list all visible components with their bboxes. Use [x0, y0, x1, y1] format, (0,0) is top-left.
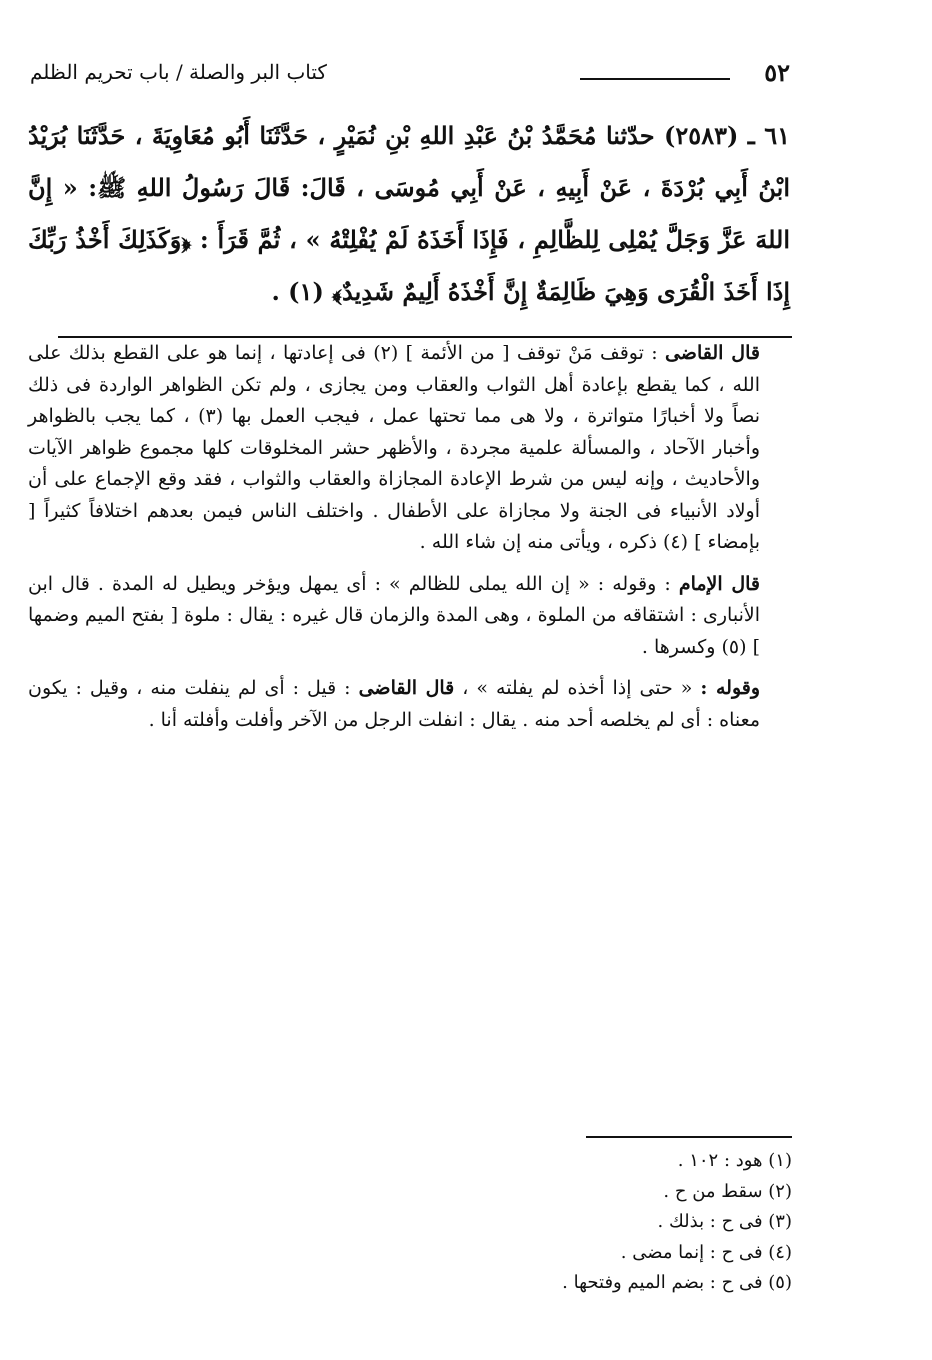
commentary-paragraph-qawluhu: [28, 673, 790, 736]
commentary-text-imam: : وقوله : « إن الله يملى للظالم » : أى يمهل ويؤخر ويطيل له المدة . قال ابن الأنبارى : اشتقاقه من الملوة ، وهى المدة والزمان قال غيره : يقال : ملوة [ بفتح الميم وضمها ] (٥) وكسرها .: [28, 572, 760, 658]
footnotes-block: [520, 1146, 792, 1299]
header-rule: [580, 78, 730, 80]
running-title: كتاب البر والصلة / باب تحريم الظلم: [30, 60, 327, 84]
hadith-text-block: [28, 110, 790, 318]
commentary-quote: « حتى إذا أخذه لم يفلته » ،: [462, 677, 693, 699]
commentary-block: [28, 338, 790, 746]
commentary-paragraph-qadi: [28, 338, 790, 559]
commentary-lead-qadi: قال القاضى: [664, 342, 760, 364]
commentary-paragraph-imam: [28, 569, 790, 664]
footnote-rule: [586, 1136, 792, 1138]
commentary-lead-qadi-2: قال القاضى: [358, 677, 455, 699]
commentary-text-qawluhu: : قيل : أى لم ينفلت منه ، وقيل : يكون معناه : أى لم يخلصه أحد منه . يقال : انفلت الرجل من الآخر وأفلت وأفلته أنا .: [28, 677, 760, 731]
commentary-text-qadi: : توقف مَنْ توقف [ من الأئمة ] (٢) فى إعادتها ، إنما هو على القطع بذلك على الله ، كما يقطع بإعادة أهل الثواب والعقاب ومن يجازى ، ولم تكن الظواهر الواردة فى ذلك نصاً ولا أخبارًا متواترة ، ولا هى مما تحتها عمل ، فيجب العمل بها (٣) ، كما يجب بالظواهر وأخبار الآحاد ، والمسألة علمية مجردة ، والأظهر حشر المخلوقات كلها مجموع ظواهر الآيات والأحاديث ، وإنه ليس من شرط الإعادة المجازاة والعقاب والثواب ، فقد وقع الإجماع على أن أولاد الأنبياء فى الجنة ولا مجازاة على الأطفال . واختلف الناس فيمن بعدهم اختلافاً كثيراً [ بإمضاء ] (٤) ذكره ، ويأتى منه إن شاء الله .: [28, 342, 760, 553]
footnote-4: (٤) فى ح : إنما مضى .: [620, 1241, 792, 1263]
commentary-lead-imam: قال الإمام: [678, 572, 760, 595]
footnote-5: (٥) فى ح : بضم الميم وفتحها .: [562, 1272, 792, 1293]
footnote-3: (٣) فى ح : بذلك .: [657, 1211, 792, 1232]
page-header: [30, 58, 790, 98]
hadith-paragraph: ٦١ ـ (٢٥٨٣) حدّثنا مُحَمَّدُ بْنُ عَبْدِ اللهِ بْنِ نُمَيْرٍ ، حَدَّثَنَا أَبُو مُعَاوِيَةَ ، حَدَّثَنَا بُرَيْدُ ابْنُ أَبِي بُرْدَةَ ، عَنْ أَبِيهِ ، عَنْ أَبِي مُوسَى ، قَالَ: قَالَ رَسُولُ اللهِ ﷺ: « إِنَّ اللهَ عَزَّ وَجَلَّ يُمْلِى لِلظَّالِمِ ، فَإِذَا أَخَذَهُ لَمْ يُفْلِتْهُ » ، ثُمَّ قَرَأَ : ﴿وَكَذَلِكَ أَخْذُ رَبِّكَ إِذَا أَخَذَ الْقُرَى وَهِيَ ظَالِمَةٌ إِنَّ أَخْذَهُ أَلِيمٌ شَدِيدٌ﴾ (١) .: [28, 121, 790, 306]
commentary-lead-qawluhu: وقوله :: [700, 677, 761, 699]
page-number: ٥٢: [764, 58, 790, 87]
footnote-1: (١) هود : ١٠٢ .: [677, 1150, 792, 1171]
footnote-2: (٢) سقط من ح .: [663, 1180, 792, 1202]
